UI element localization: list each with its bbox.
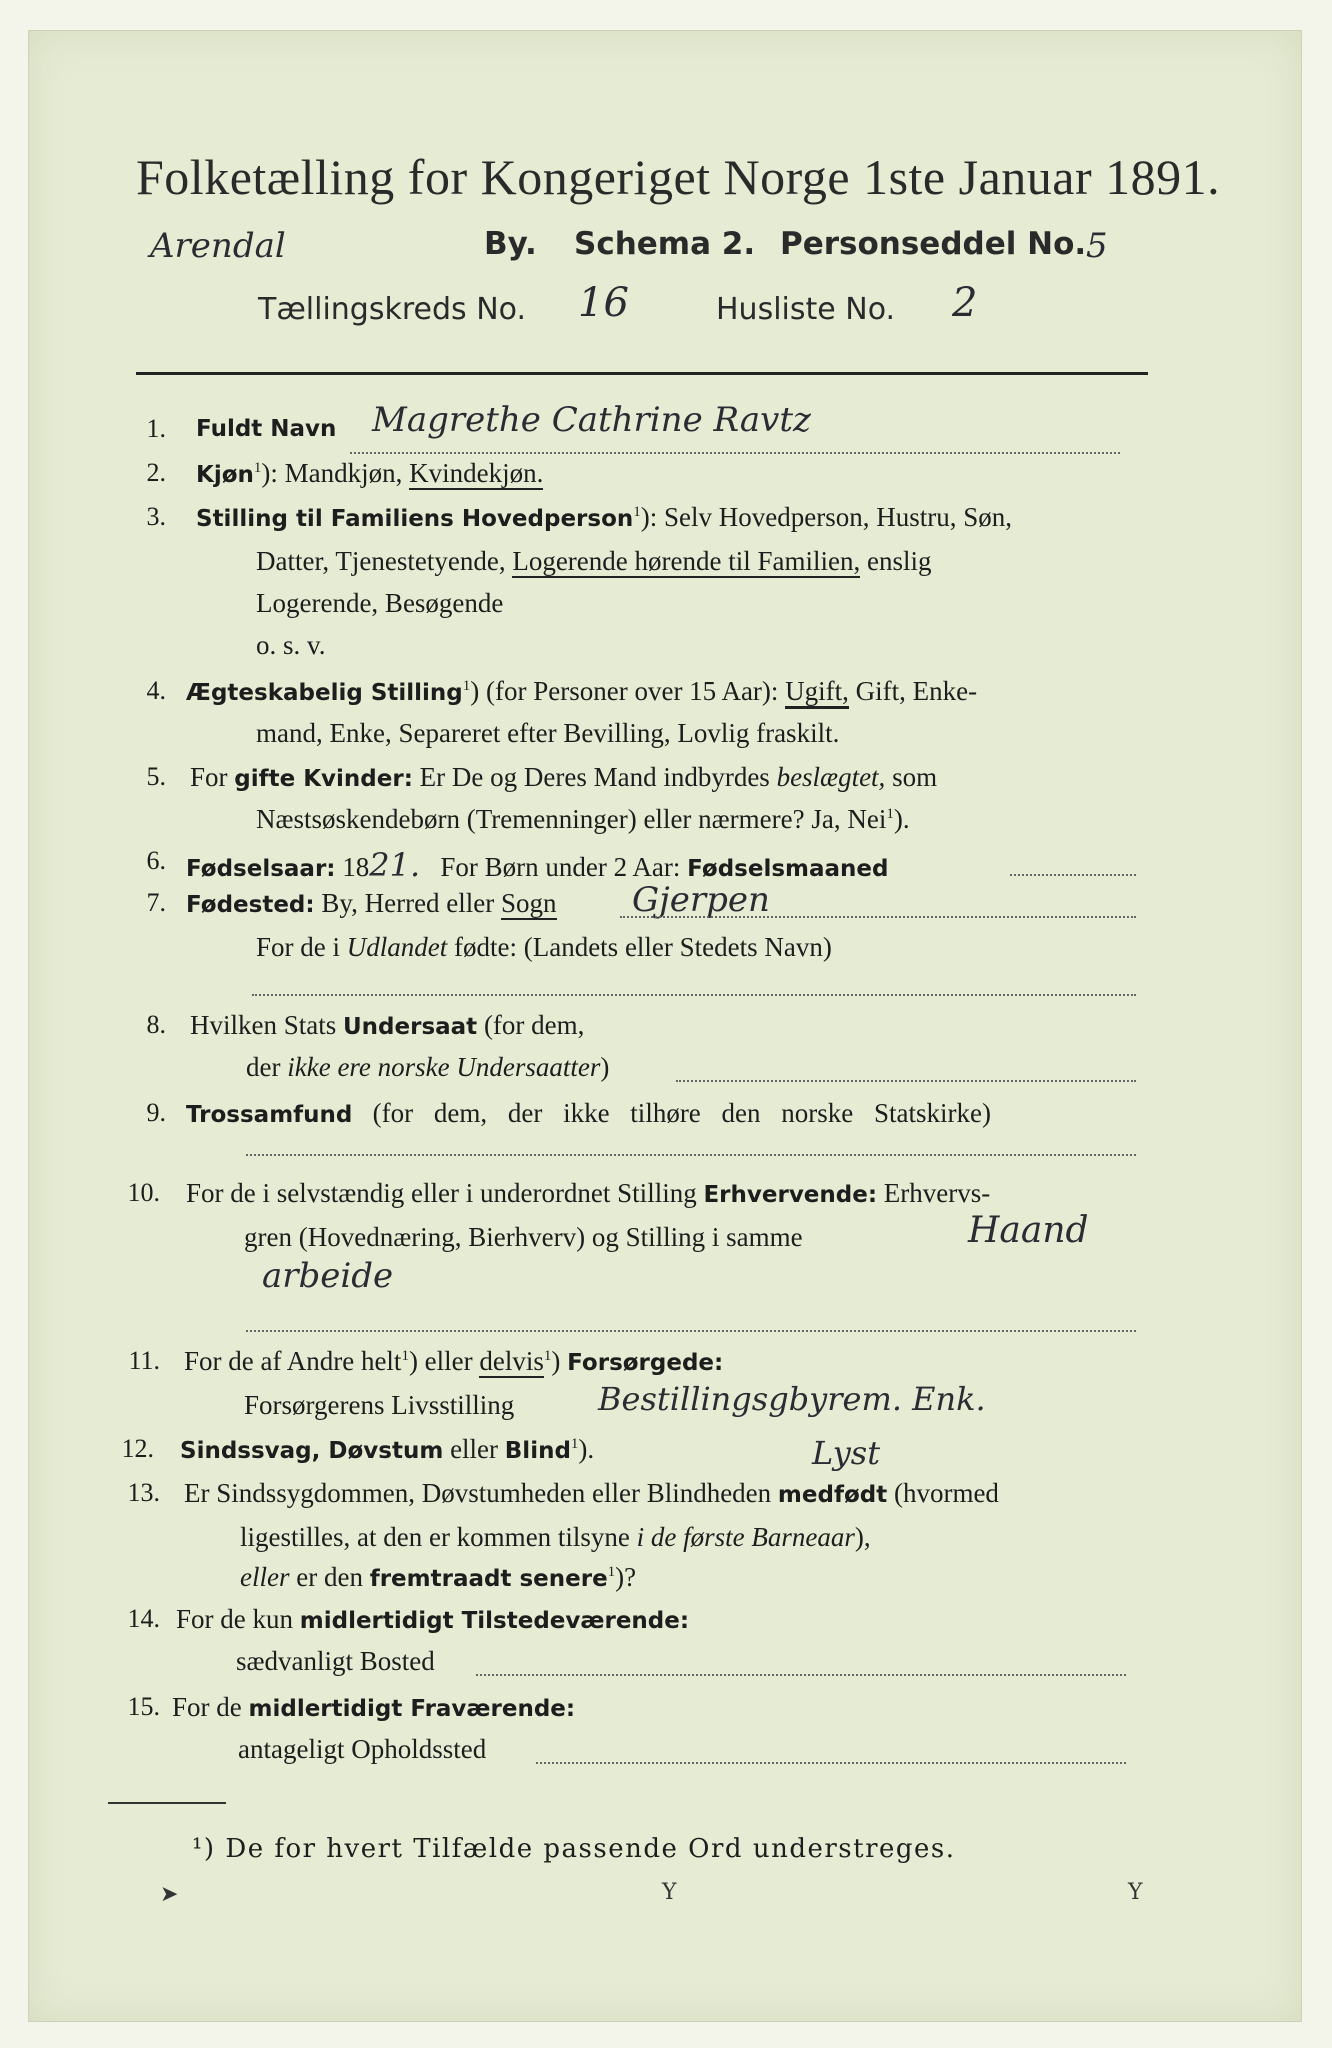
q9-text: (for dem, der ikke tilhøre den norske Statskirke): [372, 1098, 991, 1128]
q15-text-a: For de: [172, 1692, 242, 1722]
q10-number: 10.: [127, 1178, 160, 1207]
q10-line2: gren (Hovednæring, Bierhverv) og Stilling i samme: [244, 1222, 803, 1252]
q6-label: Fødselsaar:: [186, 856, 336, 882]
q1-dotline: [350, 452, 1120, 454]
q8-line2-italic: ikke ere norske Undersaatter: [287, 1052, 601, 1082]
q3-line3: Logerende, Besøgende: [256, 588, 504, 618]
form-title: Folketælling for Kongeriget Norge 1ste Januar 1891.: [136, 149, 1221, 205]
header-rule: [136, 372, 1148, 375]
q8-line2-b: ): [600, 1052, 610, 1082]
q15-label: midlertidigt Fraværende:: [248, 1696, 576, 1722]
q13-line2-italic: i de første Barneaar: [636, 1522, 855, 1552]
q6-answer: 21.: [369, 846, 421, 884]
q4-line2: mand, Enke, Separeret efter Bevilling, Lovlig fraskilt.: [256, 718, 840, 748]
by-label: By.: [484, 226, 537, 262]
q3-line2-b: enslig: [866, 546, 932, 576]
q11-option-underlined: delvis: [479, 1346, 544, 1376]
q5-line1: [190, 762, 937, 793]
q13-label: medfødt: [777, 1482, 888, 1508]
q9-number: 9.: [146, 1098, 166, 1127]
personseddel-number: 5: [1086, 226, 1108, 266]
corner-mark-right: Y: [1128, 1880, 1143, 1905]
q6-number: 6.: [146, 846, 166, 875]
q8-text-b: (for dem,: [483, 1010, 585, 1040]
q14-label: midlertidigt Tilstedeværende:: [299, 1608, 690, 1634]
kreds-number: 16: [578, 280, 629, 326]
q9-label: Trossamfund: [186, 1102, 353, 1128]
husliste-label: Husliste No.: [716, 292, 896, 327]
footnote-rule: [108, 1802, 226, 1804]
q7-label: Fødested:: [186, 892, 315, 918]
q13-line2-b: ),: [854, 1522, 871, 1552]
q13-line1: [184, 1478, 999, 1509]
q2-label: Kjøn: [196, 462, 254, 488]
q11-number: 11.: [128, 1346, 160, 1375]
q5-label: gifte Kvinder:: [234, 766, 413, 792]
q4-option-underlined: Ugift,: [785, 676, 849, 709]
q10-answer-a: Haand: [968, 1210, 1089, 1251]
q13-line3-b: )?: [615, 1562, 637, 1592]
q4-number: 4.: [146, 676, 166, 705]
q11-label: Forsørgede:: [567, 1350, 724, 1376]
q4-label: Ægteskabelig Stilling: [186, 680, 463, 706]
q7-line2-italic: Udlandet: [346, 932, 448, 962]
footnote-marker: ¹): [192, 1834, 216, 1864]
personseddel-label: Personseddel No.: [780, 226, 1087, 262]
q11-sup2: 1: [543, 1348, 552, 1364]
q8-number: 8.: [146, 1010, 166, 1039]
q1-label: Fuldt Navn: [196, 416, 337, 442]
q12-number: 12.: [121, 1434, 154, 1463]
q11-text-c: ): [551, 1346, 561, 1376]
q10-line1: [186, 1178, 990, 1209]
q12-text-a: eller: [450, 1434, 499, 1464]
q3-line1-rest: ): Selv Hovedperson, Hustru, Søn,: [640, 502, 1012, 532]
q12-text-b: ).: [578, 1434, 595, 1464]
q11-line2: Forsørgerens Livsstilling: [244, 1390, 515, 1420]
q4-sup: 1: [462, 678, 471, 694]
q11-line1: [184, 1346, 723, 1377]
q7-line2-a: For de i: [256, 932, 340, 962]
q3-line1: [196, 502, 1012, 533]
q6-text-b: For Børn under 2 Aar:: [440, 852, 681, 882]
q14-text-a: For de kun: [176, 1604, 293, 1634]
q7-dotline2: [252, 994, 1136, 996]
q10-text-b: Erhvervs-: [883, 1178, 991, 1208]
q5-line2-text: Næstsøskendebørn (Tremenninger) eller nærmere? Ja, Nei: [256, 804, 887, 834]
q5-text-b: Er De og Deres Mand indbyrdes: [419, 762, 770, 792]
q8-line2-a: der: [246, 1052, 281, 1082]
q13-line3-italic: eller: [240, 1562, 290, 1592]
q7-dotline: [620, 916, 1136, 918]
q13-line3-a: er den: [296, 1562, 363, 1592]
q10-label: Erhvervende:: [703, 1182, 878, 1208]
q3-label: Stilling til Familiens Hovedperson: [196, 506, 634, 532]
q15-line2: antageligt Opholdssted: [238, 1734, 487, 1764]
q13-line3-label: fremtraadt senere: [369, 1566, 608, 1592]
q6-line: [186, 846, 888, 884]
q8-label: Undersaat: [343, 1014, 478, 1040]
q12-sup: 1: [570, 1436, 579, 1452]
q10-text-a: For de i selvstændig eller i underordnet Stilling: [186, 1178, 697, 1208]
q2-line: [196, 458, 543, 489]
q6-century: 18: [342, 852, 370, 882]
q7-answer: Gjerpen: [632, 880, 770, 920]
q15-dotline: [536, 1762, 1126, 1764]
q14-dotline: [476, 1674, 1126, 1676]
q4-line1-b: Gift, Enke-: [855, 676, 978, 706]
q3-line4: o. s. v.: [256, 630, 326, 660]
q13-text-b: (hvormed: [893, 1478, 999, 1508]
q2-text: ): Mandkjøn,: [261, 458, 403, 488]
q1-number: 1.: [146, 414, 166, 443]
q9-dotline: [246, 1154, 1136, 1156]
q13-sup: 1: [607, 1564, 616, 1580]
q6-dotline: [1010, 874, 1136, 876]
q14-number: 14.: [127, 1604, 160, 1633]
q13-line3: [240, 1562, 636, 1593]
q1-answer: Magrethe Cathrine Ravtz: [372, 400, 811, 440]
q2-number: 2.: [146, 458, 166, 487]
q11-text-a: For de af Andre helt: [184, 1346, 402, 1376]
q11-sup: 1: [401, 1348, 409, 1364]
footnote-text: De for hvert Tilfælde passende Ord understreges.: [225, 1834, 956, 1864]
q11-text-b: ) eller: [408, 1346, 473, 1376]
q2-sup: 1: [253, 460, 262, 476]
q4-line1-a: ) (for Personer over 15 Aar):: [470, 676, 779, 706]
q4-line1: [186, 676, 977, 707]
q12-line: [180, 1434, 594, 1465]
q6-label2: Fødselsmaaned: [687, 856, 889, 882]
q10-answer-b: arbeide: [262, 1256, 394, 1296]
q3-line2-a: Datter, Tjenestetyende,: [256, 546, 506, 576]
town-handwritten: Arendal: [150, 226, 286, 266]
q11-answer: Bestillingsgbyrem. Enk.: [598, 1380, 986, 1418]
q5-line2-end: ).: [893, 804, 910, 834]
corner-mark-left: ➤: [160, 1882, 179, 1907]
q13-text-a: Er Sindssygdommen, Døvstumheden eller Blindheden: [184, 1478, 772, 1508]
q10-dotline: [246, 1330, 1136, 1332]
q7-line1: [186, 888, 557, 919]
q3-number: 3.: [146, 502, 166, 531]
q8-line1: [190, 1010, 584, 1041]
q3-sup: 1: [633, 504, 641, 520]
q3-option-underlined: Logerende hørende til Familien,: [512, 546, 861, 576]
q7-line2: [256, 932, 832, 963]
corner-mark-center: Y: [662, 1880, 677, 1905]
husliste-number: 2: [952, 280, 978, 326]
footnote: [192, 1834, 956, 1864]
q12-label2: Blind: [504, 1438, 571, 1464]
q12-label: Sindssvag, Døvstum: [180, 1438, 444, 1464]
q7-option-underlined: Sogn: [501, 888, 557, 918]
q14-line2: sædvanligt Bosted: [236, 1646, 435, 1676]
q9-line: [186, 1098, 991, 1129]
schema-label: Schema 2.: [574, 226, 756, 262]
q13-number: 13.: [127, 1478, 160, 1507]
q13-line2: [240, 1522, 871, 1553]
q3-line2: [256, 546, 931, 577]
kreds-label: Tællingskreds No.: [258, 292, 526, 327]
q5-text-c: som: [892, 762, 938, 792]
q7-number: 7.: [146, 888, 166, 917]
q13-line2-a: ligestilles, at den er kommen tilsyne: [240, 1522, 630, 1552]
q15-number: 15.: [127, 1692, 160, 1721]
q12-answer: Lyst: [812, 1434, 881, 1472]
q8-text-a: Hvilken Stats: [190, 1010, 337, 1040]
q7-text-a: By, Herred eller: [321, 888, 495, 918]
q5-text-a: For: [190, 762, 228, 792]
q5-italic: beslægtet,: [776, 762, 886, 792]
q15-line1: [172, 1692, 575, 1723]
q5-sup: 1: [886, 806, 894, 822]
q5-line2: [256, 804, 910, 835]
q8-line2: [246, 1052, 609, 1083]
q5-number: 5.: [146, 762, 166, 791]
q14-line1: [176, 1604, 689, 1635]
q8-dotline: [676, 1080, 1136, 1082]
q2-option-underlined: Kvindekjøn.: [409, 458, 544, 488]
q7-line2-b: fødte: (Landets eller Stedets Navn): [454, 932, 832, 962]
